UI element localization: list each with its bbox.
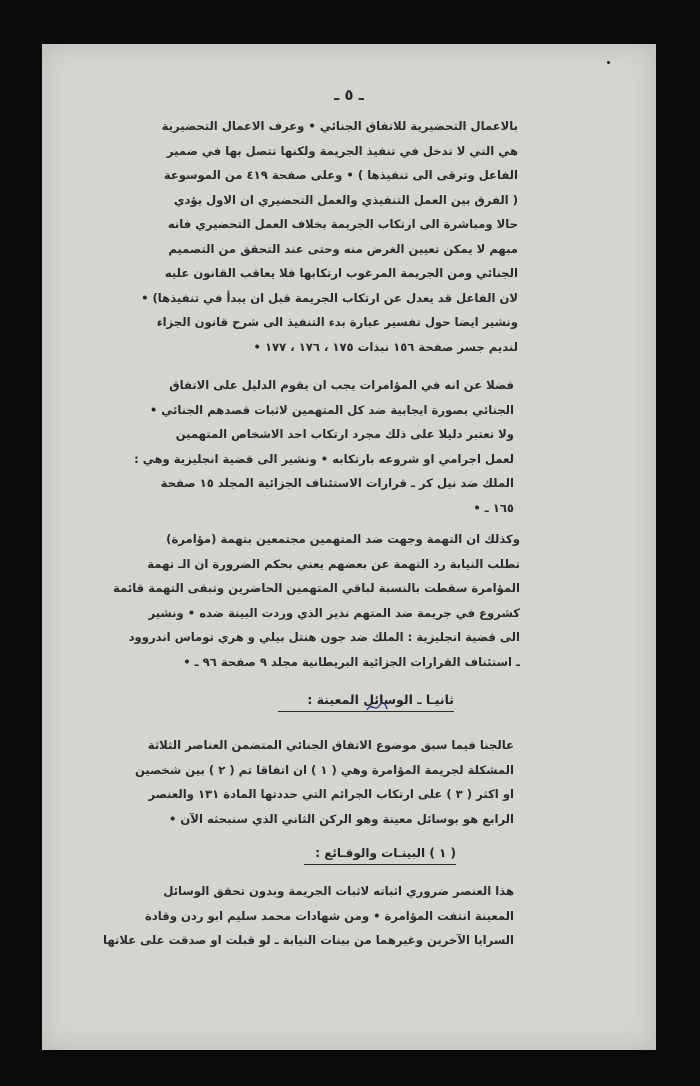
document-page	[42, 44, 656, 1050]
text-line: فضلا عن انه في المؤامرات يجب ان يقوم الدليل على الاتفاق	[169, 378, 514, 392]
text-line: لعمل اجرامي او شروعه بارتكابه • ونشير الى قضية انجليزية وهي :	[134, 451, 514, 466]
text-line: ـ استئناف القرارات الجزائية البريطانية مجلد ٩ صفحة ٩٦ ـ •	[183, 654, 520, 669]
text-line: المشكلة لجريمة المؤامرة وهي ( ١ ) ان اتفاقا تم ( ٢ ) بين شخصين	[134, 762, 514, 777]
text-line: هذا العنصر ضروري اثباته لاثبات الجريمة وبدون تحقق الوسائل	[163, 884, 514, 898]
text-line: الرابع هو بوسائل معينة وهو الركن الثاني الذي سنبحثه الآن •	[168, 811, 514, 826]
text-line: او اكثر ( ٣ ) على ارتكاب الجرائم التي حددتها المادة ١٣١ والعنصر	[148, 787, 514, 801]
text-line: تطلب النيابة رد التهمة عن بعضهم يعني بحكم الضرورة ان الـ تهمة	[147, 556, 520, 571]
paragraph-conspiracy-elements	[94, 733, 514, 831]
text-line: وكذلك ان التهمة وجهت ضد المتهمين مجتمعين بتهمة (مؤامرة)	[166, 532, 520, 546]
text-line: لان الفاعل قد يعدل عن ارتكاب الجريمة قبل ان يبدأ في تنفيذها) •	[141, 290, 518, 305]
text-line: كشروع في جريمة ضد المتهم نذير الذي وردت البينة ضده • ونشير	[148, 605, 520, 620]
text-line: ولا تعتبر دليلا على ذلك مجرد ارتكاب احد الاشخاص المتهمين	[175, 427, 514, 441]
text-line: الجنائي بصورة ايجابية ضد كل المتهمين لاثبات قصدهم الجنائي •	[149, 402, 514, 417]
text-line: حالا ومباشرة الى ارتكاب الجريمة بخلاف العمل التحضيري فانه	[167, 217, 518, 231]
paragraph-conspiracy-evidence	[98, 373, 514, 520]
subsection-heading-evidence-facts: ( ١ ) البينـات والوقـائع :	[304, 846, 456, 865]
text-line: ١٦٥ ـ •	[473, 500, 514, 515]
text-line: الى قضية انجليزية : الملك ضد جون هنتل بيلي و هري توماس اندروود	[128, 630, 520, 644]
text-line: مبهم لا يمكن تعيين الغرض منه وحتى عند التحقق من التصميم	[168, 241, 518, 256]
text-line: السرايا الآخرين وغيرهما من بينات النيابة ـ لو قبلت او صدقت على علاتها	[103, 933, 514, 947]
text-line: ( الفرق بين العمل التنفيذي والعمل التحضيري ان الاول يؤدي	[173, 192, 518, 207]
paragraph-charge-withdrawal	[90, 527, 520, 674]
ink-dot	[607, 61, 610, 64]
paragraph-element-proof	[94, 879, 514, 953]
text-line: المعينة انتفت المؤامرة • ومن شهادات محمد سليم ابو ردن وقادة	[145, 908, 514, 923]
text-line: لنديم جسر صفحة ١٥٦ نبذات ١٧٥ ، ١٧٦ ، ١٧٧ •	[253, 339, 518, 354]
page-number: ـ ٥ ـ	[334, 86, 364, 104]
text-line: الفاعل وترقى الى تنفيذها ) • وعلى صفحة ٤١٩ من الموسوعة	[163, 168, 518, 182]
text-line: الجنائي ومن الجريمة المرغوب ارتكابها فلا يعاقب القانون عليه	[164, 266, 518, 280]
text-line: المؤامرة سقطت بالنسبة لباقي المتهمين الحاضرين وتبقى التهمة قائمة	[113, 581, 520, 595]
text-line: عالجنا فيما سبق موضوع الاتفاق الجنائي المتضمن العناصر الثلاثة	[147, 738, 514, 752]
paragraph-preparatory-acts	[98, 114, 518, 359]
text-line: بالاعمال التحضيرية للاتفاق الجنائي • وعرف الاعمال التحضيرية	[161, 119, 518, 133]
text-line: ونشير ايضا حول تفسير عبارة بدء التنفيذ الى شرح قانون الجزاء	[156, 315, 518, 329]
pen-mark-icon	[366, 700, 388, 714]
text-line: الملك ضد نيل كر ـ قرارات الاستئناف الجزائية المجلد ١٥ صفحة	[160, 476, 514, 490]
text-line: هي التي لا تدخل في تنفيذ الجريمة ولكنها تتصل بها في ضمير	[166, 143, 518, 158]
section-heading-specific-means: ثانيـا ـ الوسائل المعينة :	[278, 692, 454, 712]
